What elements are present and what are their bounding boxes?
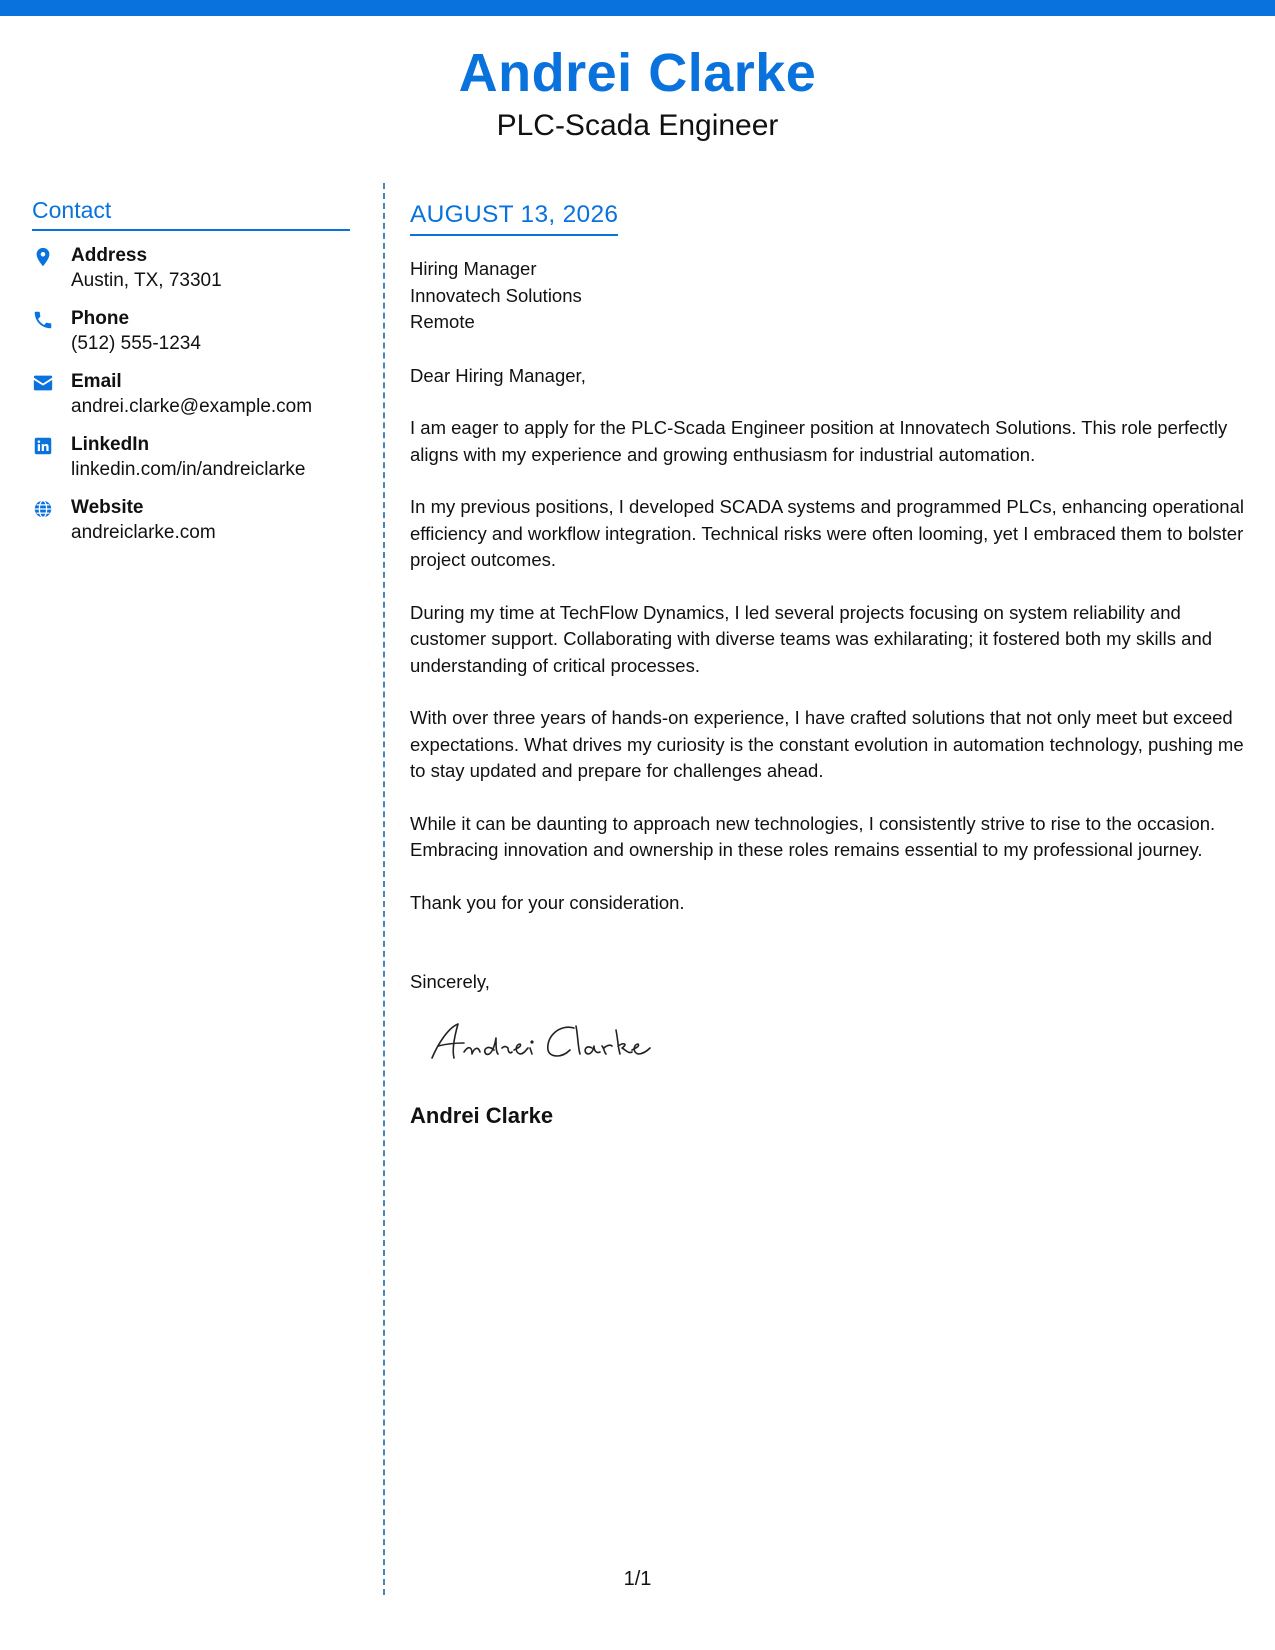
linkedin-icon [32,435,54,457]
paragraph-3: During my time at TechFlow Dynamics, I led several projects focusing on system reliability and customer support. Collaborating with diverse teams was exhilarating; it fostered both my skills and understanding of critical processes. [410,601,1213,676]
contact-item-phone [32,306,352,369]
recipient-line-1: Hiring Manager [410,258,537,279]
applicant-name: Andrei Clarke [458,43,817,103]
letter-date: AUGUST 13, 2026 [410,198,618,236]
recipient-line-2: Innovatech Solutions [410,284,582,306]
contact-sidebar [32,195,352,558]
resume-header [0,38,1275,146]
contact-item-email [32,369,352,432]
paragraph-2: In my previous positions, I developed SCADA systems and programmed PLCs, enhancing operational efficiency and workflow integration. Technical risks were often looming, yet I embraced them to bolster project outcomes. [410,496,1244,570]
closing: Sincerely, [410,971,490,992]
email-icon [32,372,54,394]
phone-value[interactable]: (512) 555-1234 [71,333,201,354]
recipient-line-3: Remote [410,311,475,332]
map-pin-icon [32,246,54,268]
signer-name: Andrei Clarke [410,1103,554,1128]
contact-list [32,243,352,558]
website-label: Website [71,497,144,518]
contact-item-address [32,243,352,306]
top-accent-bar [0,0,1275,16]
signature-image [424,1014,664,1074]
email-label: Email [71,371,122,392]
paragraph-4: With over three years of hands-on experience, I have crafted solutions that not only meet but exceed expectations. What drives my curiosity is the constant evolution in automation technology, pushing me to stay updated and prepare for challenges ahead. [410,707,1244,781]
address-value: Austin, TX, 73301 [71,270,222,291]
contact-item-website [32,495,352,558]
job-title: PLC-Scada Engineer [496,109,779,142]
email-value[interactable]: andrei.clarke@example.com [71,396,313,417]
linkedin-label: LinkedIn [71,434,150,455]
contact-section-title: Contact [32,195,350,231]
column-divider [383,183,385,1595]
phone-label: Phone [71,308,130,329]
salutation: Dear Hiring Manager, [410,364,586,386]
globe-icon [32,498,54,520]
letter-body [410,198,1255,1130]
address-label: Address [71,245,148,266]
paragraph-6: Thank you for your consideration. [410,891,685,913]
phone-icon [32,309,54,331]
paragraph-1: I am eager to apply for the PLC-Scada Engineer position at Innovatech Solutions. This role perfectly aligns with my experience and growing enthusiasm for industrial automation. [410,417,1228,465]
recipient-block [410,256,1255,336]
paragraph-5: While it can be daunting to approach new technologies, I consistently strive to rise to the occasion. Embracing innovation and ownership in these roles remains essential to my professional journey. [410,812,1216,860]
linkedin-value[interactable]: linkedin.com/in/andreiclarke [71,459,306,480]
contact-item-linkedin [32,432,352,495]
page-number: 1/1 [623,1568,652,1590]
website-value[interactable]: andreiclarke.com [71,522,216,543]
